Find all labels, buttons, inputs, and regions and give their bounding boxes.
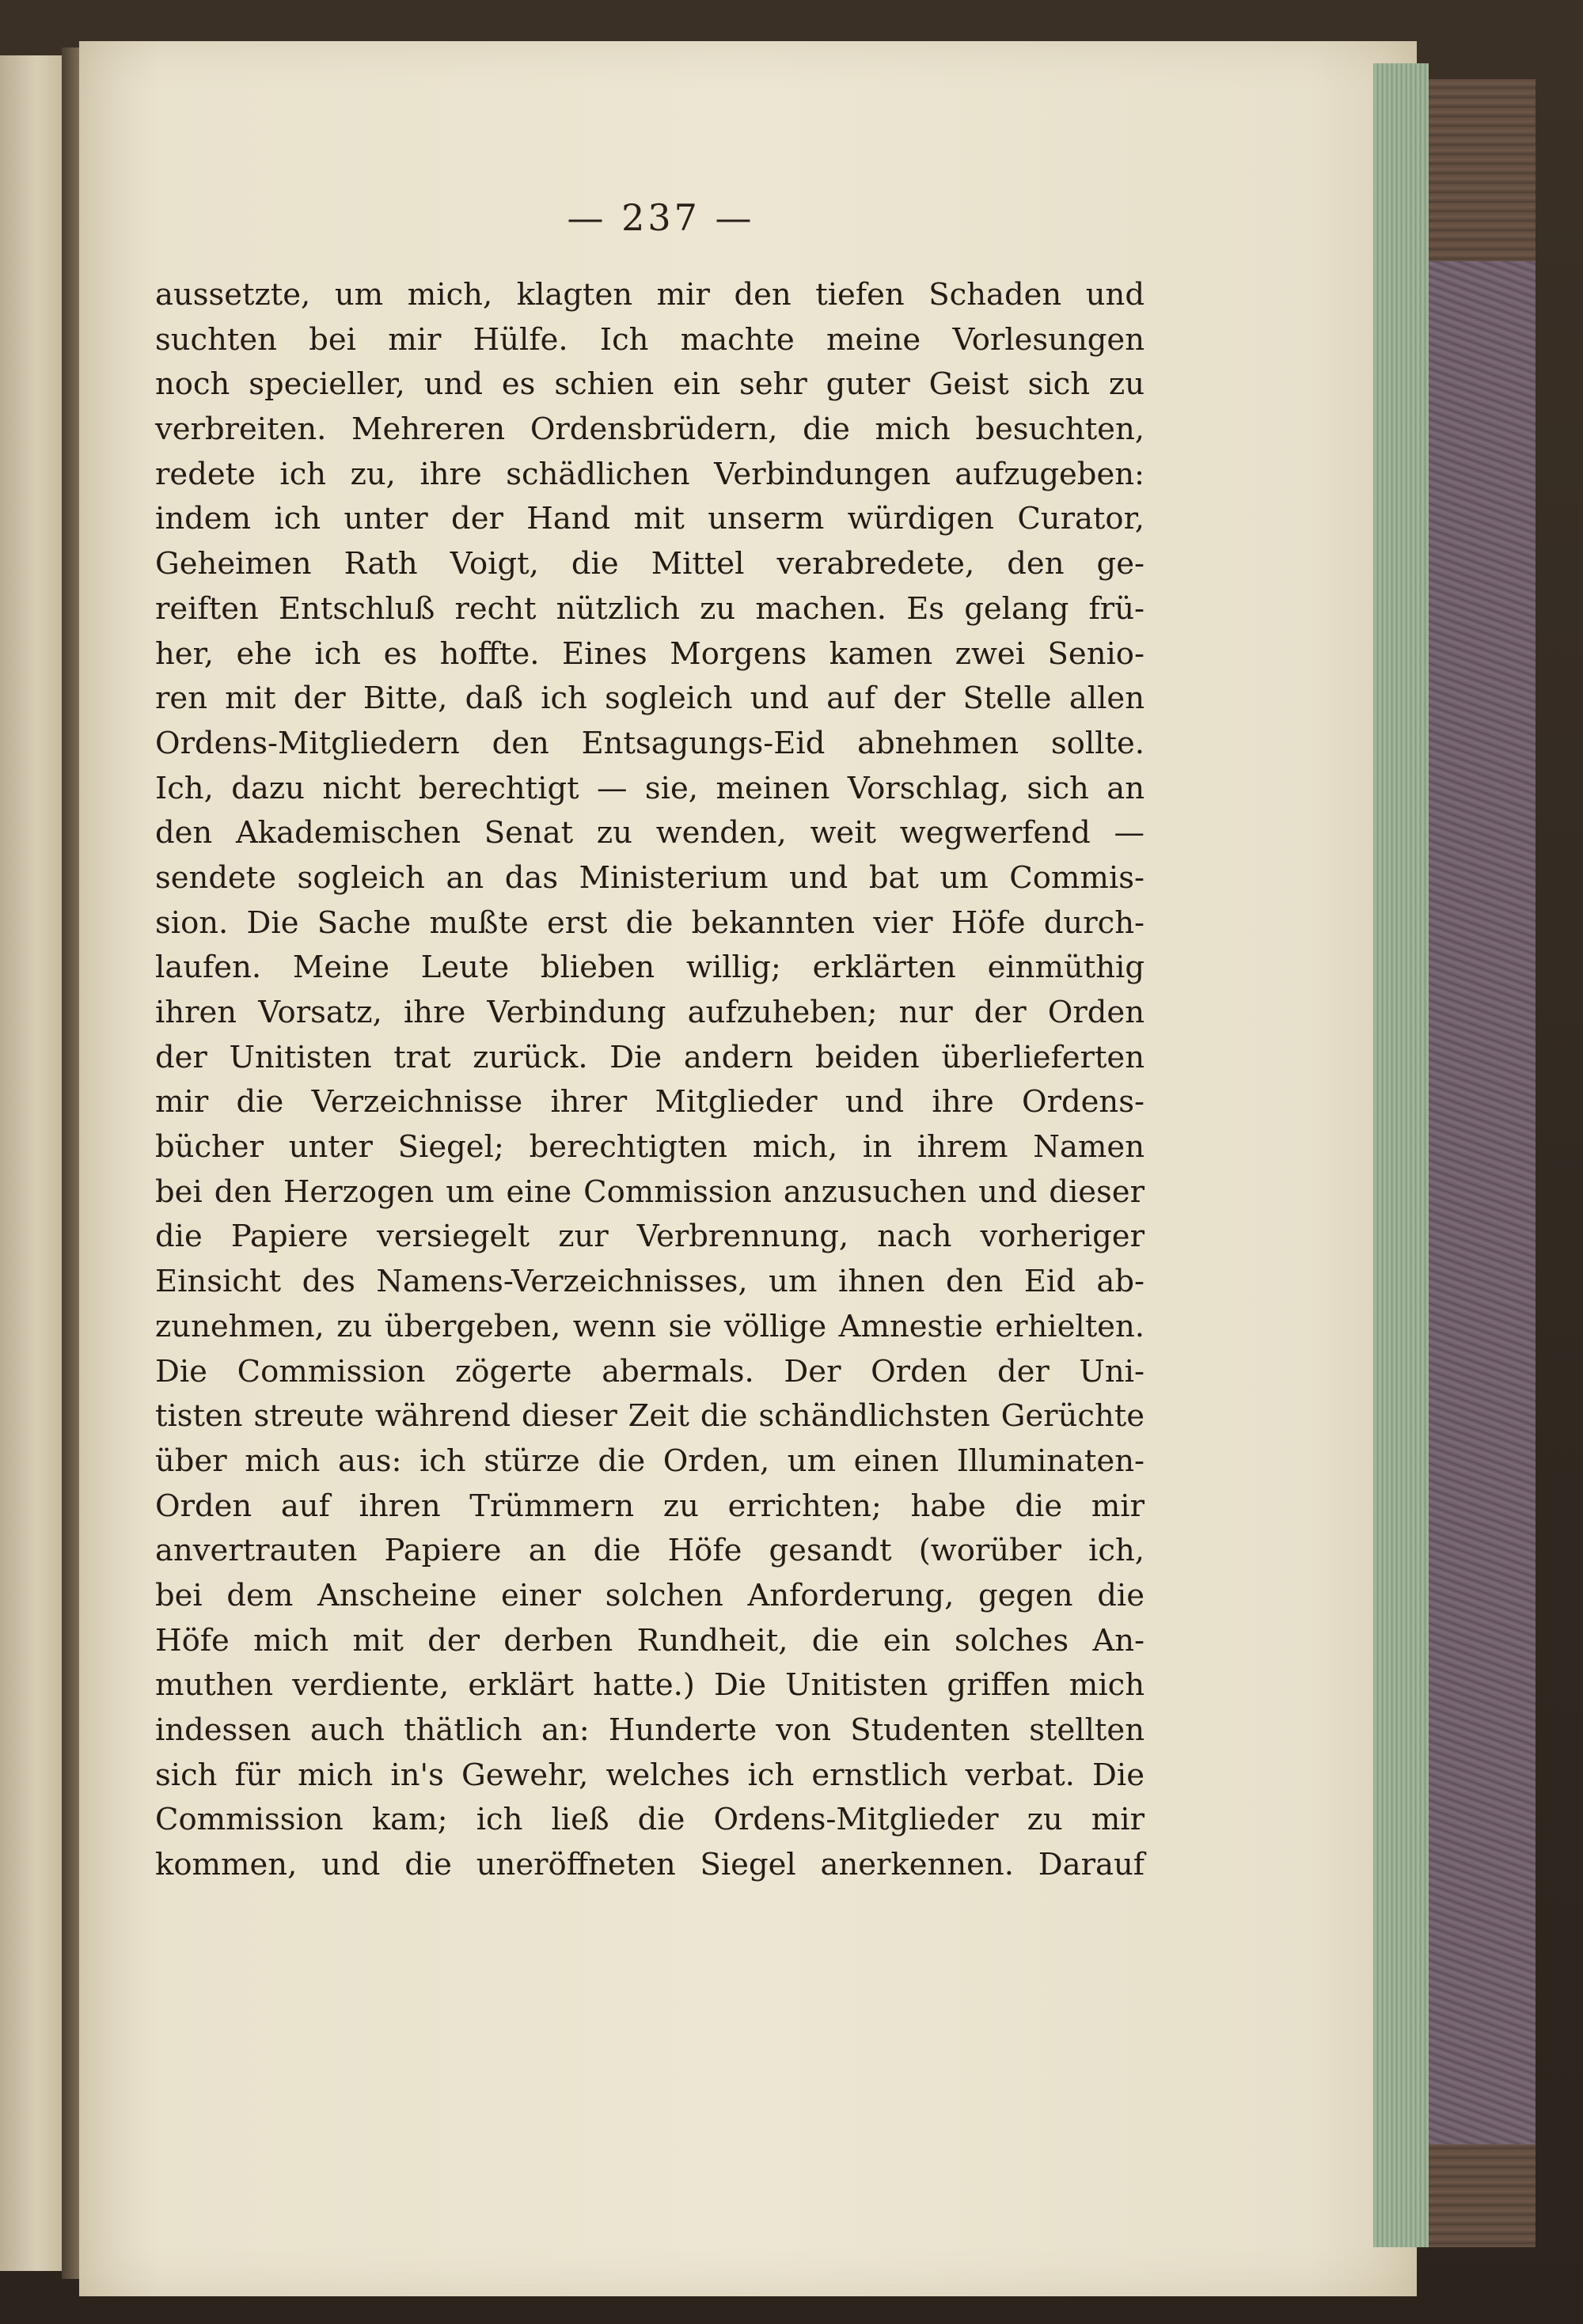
- book-gutter: [62, 47, 79, 2279]
- text-line: tisten streute während dieser Zeit die schändlichsten Gerüchte: [155, 1398, 1145, 1435]
- text-line: her, ehe ich es hoffte. Eines Morgens kamen zwei Senio-: [155, 635, 1145, 672]
- text-line: anvertrauten Papiere an die Höfe gesandt (worüber ich,: [155, 1533, 1145, 1569]
- text-line: noch specieller, und es schien ein sehr guter Geist sich zu: [155, 366, 1145, 403]
- text-line: laufen. Meine Leute blieben willig; erklärten einmüthig: [155, 950, 1145, 986]
- text-line: zunehmen, zu übergeben, wenn sie völlige Amnestie erhielten.: [155, 1308, 1145, 1344]
- previous-page-edge: [0, 55, 62, 2271]
- text-line: Höfe mich mit der derben Rundheit, die ein solches An-: [155, 1622, 1145, 1659]
- text-line: der Unitisten trat zurück. Die andern beiden überlieferten: [155, 1039, 1145, 1075]
- text-line: sendete sogleich an das Ministerium und bat um Commis-: [155, 859, 1145, 896]
- page-body-text: [155, 273, 1145, 1888]
- text-line: Ich, dazu nicht berechtigt — sie, meinen Vorschlag, sich an: [155, 770, 1145, 806]
- text-line: suchten bei mir Hülfe. Ich machte meine Vorlesungen: [155, 321, 1145, 358]
- text-line: bei dem Anscheine einer solchen Anforderung, gegen die: [155, 1577, 1145, 1613]
- text-line: Einsicht des Namens-Verzeichnisses, um ihnen den Eid ab-: [155, 1264, 1145, 1300]
- text-line: ren mit der Bitte, daß ich sogleich und auf der Stelle allen: [155, 681, 1145, 717]
- text-line: bei den Herzogen um eine Commission anzusuchen und dieser: [155, 1173, 1145, 1210]
- text-line: Geheimen Rath Voigt, die Mittel verabredete, den ge-: [155, 546, 1145, 582]
- text-line: den Akademischen Senat zu wenden, weit wegwerfend —: [155, 815, 1145, 851]
- text-line: Ordens-Mitgliedern den Entsagungs-Eid abnehmen sollte.: [155, 725, 1145, 761]
- text-line: verbreiten. Mehreren Ordensbrüdern, die mich besuchten,: [155, 411, 1145, 448]
- page-stack-edge: [1373, 63, 1429, 2247]
- cover-marbled-paper: [1429, 261, 1536, 2144]
- text-line: indessen auch thätlich an: Hunderte von Studenten stellten: [155, 1712, 1145, 1748]
- text-line: bücher unter Siegel; berechtigten mich, in ihrem Namen: [155, 1129, 1145, 1166]
- text-line: aussetzte, um mich, klagten mir den tiefen Schaden und: [155, 277, 1145, 313]
- text-line: über mich aus: ich stürze die Orden, um einen Illuminaten-: [155, 1443, 1145, 1479]
- text-line: muthen verdiente, erklärt hatte.) Die Unitisten griffen mich: [155, 1667, 1145, 1704]
- text-line: ihren Vorsatz, ihre Verbindung aufzuheben; nur der Orden: [155, 995, 1145, 1030]
- text-line: sion. Die Sache mußte erst die bekannten vier Höfe durch-: [155, 904, 1145, 941]
- text-line: sich für mich in's Gewehr, welches ich ernstlich verbat. Die: [155, 1757, 1145, 1793]
- text-line: kommen, und die uneröffneten Siegel anerkennen. Darauf: [155, 1847, 1145, 1883]
- text-line: Die Commission zögerte abermals. Der Orden der Uni-: [155, 1353, 1145, 1389]
- text-line: indem ich unter der Hand mit unserm würdigen Curator,: [155, 501, 1145, 537]
- text-line: mir die Verzeichnisse ihrer Mitglieder und ihre Ordens-: [155, 1084, 1145, 1120]
- text-line: die Papiere versiegelt zur Verbrennung, nach vorheriger: [155, 1219, 1145, 1255]
- text-line: Commission kam; ich ließ die Ordens-Mitglieder zu mir: [155, 1802, 1145, 1838]
- text-line: Orden auf ihren Trümmern zu errichten; habe die mir: [155, 1488, 1145, 1524]
- text-line: redete ich zu, ihre schädlichen Verbindungen aufzugeben:: [155, 456, 1145, 492]
- text-line: reiften Entschluß recht nützlich zu machen. Es gelang frü-: [155, 590, 1145, 627]
- page-number-header: — 237 —: [567, 196, 755, 239]
